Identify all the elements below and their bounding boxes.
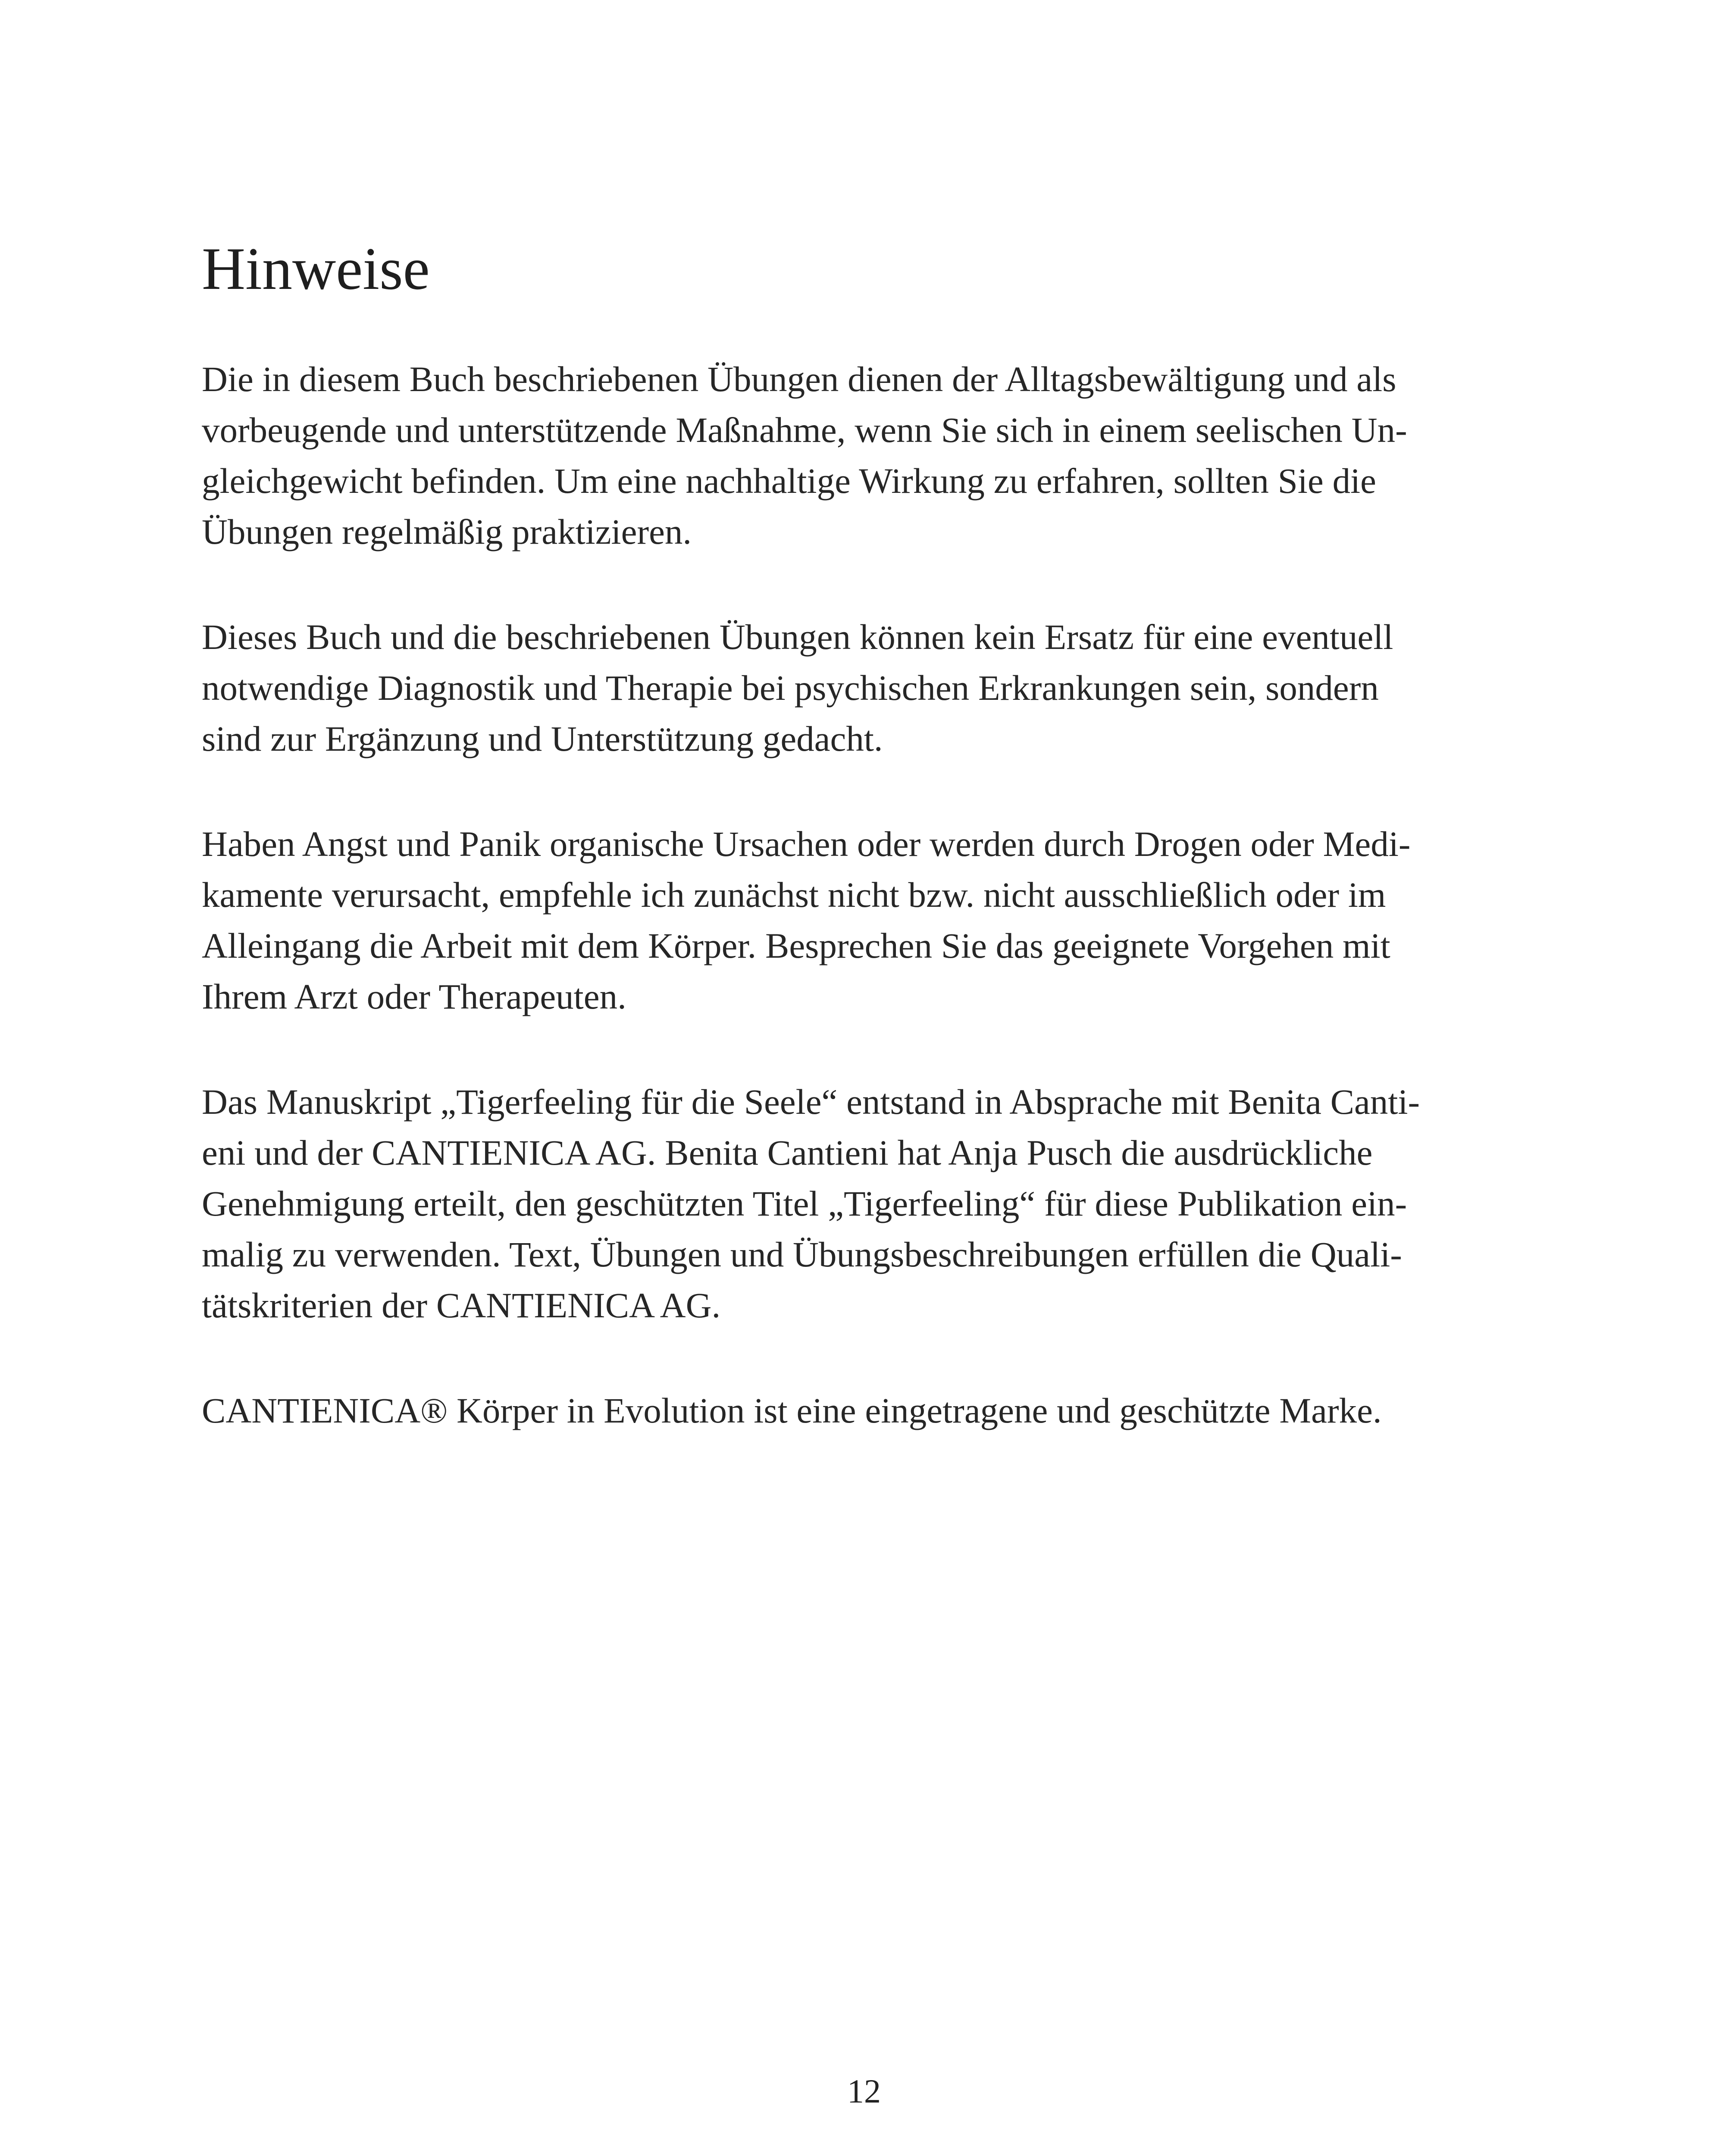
text-line: kamente verursacht, empfehle ich zunächst nicht bzw. nicht ausschließlich oder im bbox=[202, 875, 1386, 915]
text-line: Die in diesem Buch beschriebenen Übungen dienen der Alltagsbewältigung und als bbox=[202, 359, 1396, 399]
paragraph-manuscript-permission bbox=[202, 1076, 1525, 1331]
text-line: Genehmigung erteilt, den geschützten Titel „Tigerfeeling“ für diese Publikation ein- bbox=[202, 1184, 1407, 1223]
text-line: Ihrem Arzt oder Therapeuten. bbox=[202, 977, 626, 1016]
paragraph-exercises-purpose bbox=[202, 354, 1525, 557]
text-line: CANTIENICA® Körper in Evolution ist eine eingetragene und geschützte Marke. bbox=[202, 1391, 1382, 1430]
page-number: 12 bbox=[847, 2072, 881, 2110]
text-line: vorbeugende und unterstützende Maßnahme, wenn Sie sich in einem seelischen Un- bbox=[202, 410, 1407, 450]
text-line: Haben Angst und Panik organische Ursachen oder werden durch Drogen oder Medi- bbox=[202, 824, 1411, 864]
paragraph-trademark bbox=[202, 1385, 1525, 1436]
text-line: Dieses Buch und die beschriebenen Übungen können kein Ersatz für eine eventuell bbox=[202, 617, 1393, 657]
paragraph-organic-causes bbox=[202, 818, 1525, 1022]
text-line: malig zu verwenden. Text, Übungen und Übungsbeschreibungen erfüllen die Quali- bbox=[202, 1235, 1402, 1274]
body-text bbox=[202, 354, 1525, 1490]
text-line: eni und der CANTIENICA AG. Benita Cantieni hat Anja Pusch die ausdrückliche bbox=[202, 1133, 1373, 1172]
text-line: gleichgewicht befinden. Um eine nachhaltige Wirkung zu erfahren, sollten Sie die bbox=[202, 461, 1376, 501]
text-line: Das Manuskript „Tigerfeeling für die Seele“ entstand in Absprache mit Benita Canti- bbox=[202, 1082, 1420, 1122]
text-line: Übungen regelmäßig praktizieren. bbox=[202, 512, 692, 552]
paragraph-no-substitute bbox=[202, 611, 1525, 764]
page-heading: Hinweise bbox=[202, 235, 430, 302]
text-line: Alleingang die Arbeit mit dem Körper. Besprechen Sie das geeignete Vorgehen mit bbox=[202, 926, 1390, 965]
text-line: notwendige Diagnostik und Therapie bei psychischen Erkrankungen sein, sondern bbox=[202, 668, 1379, 708]
text-line: sind zur Ergänzung und Unterstützung gedacht. bbox=[202, 719, 883, 758]
text-line: tätskriterien der CANTIENICA AG. bbox=[202, 1285, 721, 1325]
